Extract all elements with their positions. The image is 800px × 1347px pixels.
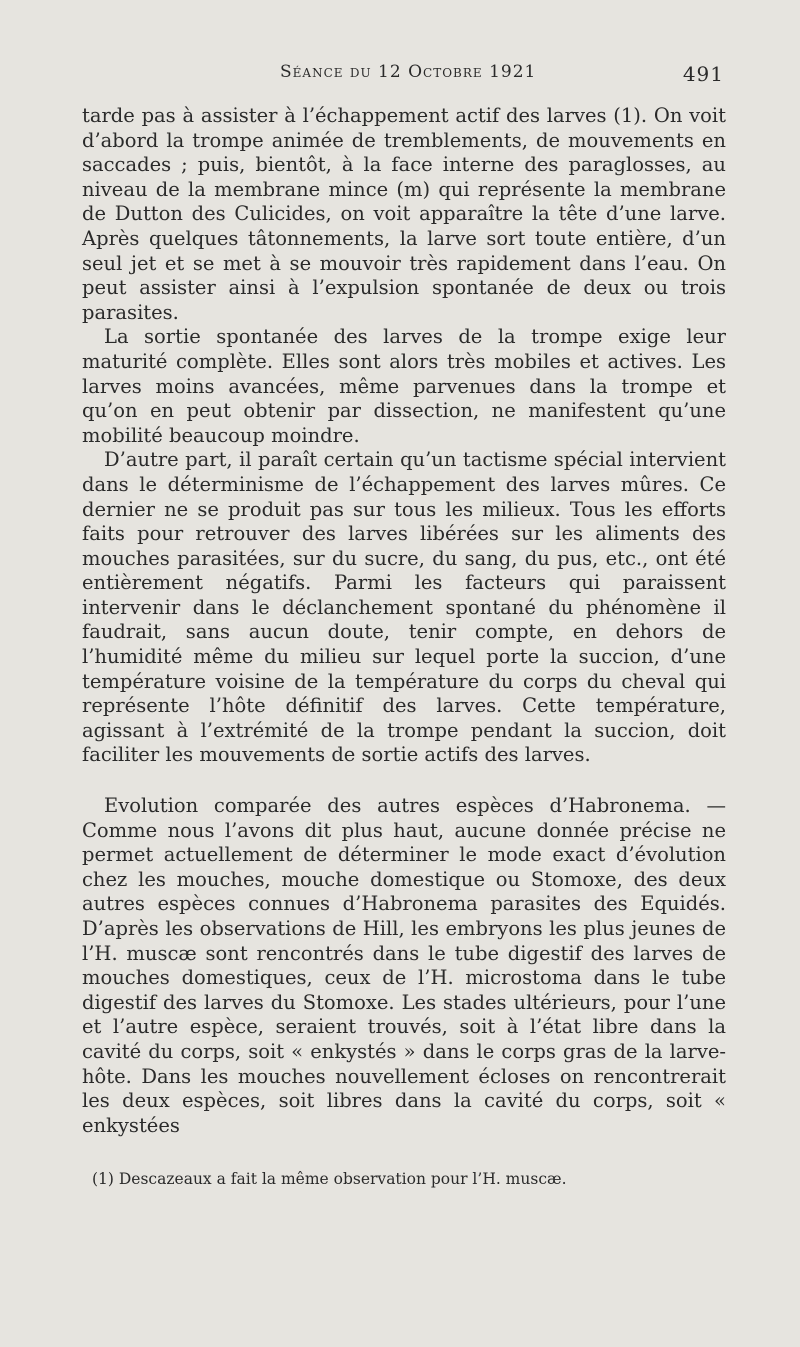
paragraph-1: tarde pas à assister à l’échappement actif des larves (1). On voit d’abord la trompe animée de tremblements, de mouvements en saccades ; puis, bientôt, à la face interne des paraglosses, au niveau de la membrane mince (m) qui représente la membrane de Dutton des Culicides, on voit apparaître la tête d’une larve. Après quelques tâtonnements, la larve sort toute entière, d’un seul jet et se met à se mouvoir très rapidement dans l’eau. On peut assister ainsi à l’expulsion spontanée de deux ou trois parasites. xyxy=(82,104,726,324)
running-header xyxy=(80,62,730,92)
running-title: Séance du 12 Octobre 1921 xyxy=(280,62,537,82)
paragraph-4: Evolution comparée des autres espèces d’Habronema. — Comme nous l’avons dit plus haut, aucune donnée précise ne permet actuellement de déterminer le mode exact d’évolution chez les mouches, mouche domestique ou Stomoxe, des deux autres espèces connues d’Habronema parasites des Equidés. D’après les observations de Hill, les embryons les plus jeunes de l’H. muscæ sont rencontrés dans le tube digestif des larves de mouches domestiques, ceux de l’H. microstoma dans le tube digestif des larves du Stomoxe. Les stades ultérieurs, pour l’une et l’autre espèce, seraient trouvés, soit à l’état libre dans la cavité du corps, soit « enkystés » dans le corps gras de la larve-hôte. Dans les mouches nouvellement écloses on rencontrerait les deux espèces, soit libres dans la cavité du corps, soit « enkystées xyxy=(82,794,726,1137)
page-number: 491 xyxy=(682,62,724,86)
footnote: (1) Descazeaux a fait la même observation pour l’H. muscæ. xyxy=(92,1170,567,1188)
paragraph-2: La sortie spontanée des larves de la trompe exige leur maturité complète. Elles sont alors très mobiles et actives. Les larves moins avancées, même parvenues dans la trompe et qu’on en peut obtenir par dissection, ne manifestent qu’une mobilité beaucoup moindre. xyxy=(82,325,726,447)
paragraph-3: D’autre part, il paraît certain qu’un tactisme spécial intervient dans le déterminisme de l’échappement des larves mûres. Ce dernier ne se produit pas sur tous les milieux. Tous les efforts faits pour retrouver des larves libérées sur les aliments des mouches parasitées, sur du sucre, du sang, du pus, etc., ont été entièrement négatifs. Parmi les facteurs qui paraissent intervenir dans le déclanchement spontané du phénomène il faudrait, sans aucun doute, tenir compte, en dehors de l’humidité même du milieu sur lequel porte la succion, d’une température voisine de la température du corps du cheval qui représente l’hôte définitif des larves. Cette température, agissant à l’extrémité de la trompe pendant la succion, doit faciliter les mouvements de sortie actifs des larves. xyxy=(82,448,726,767)
body-text xyxy=(82,104,726,1138)
